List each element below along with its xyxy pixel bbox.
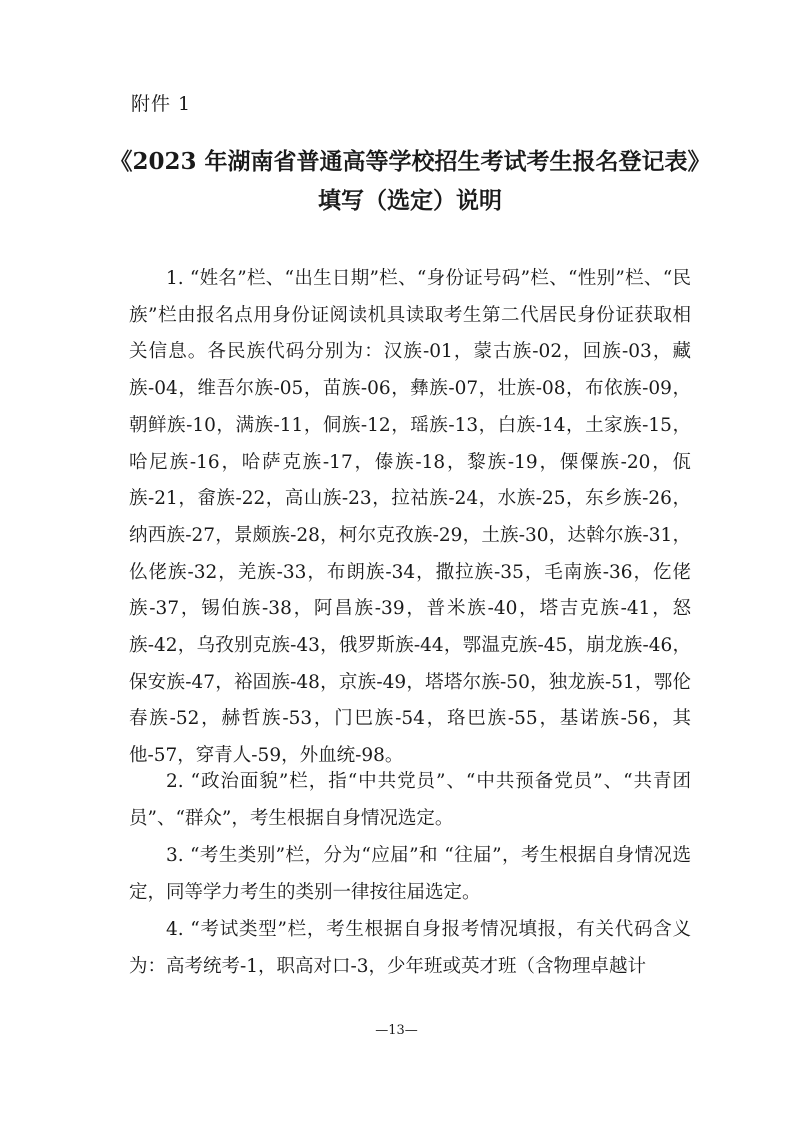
paragraph-3: 3. “考生类别”栏，分为“应届”和 “往届”，考生根据自身情况选定，同等学力考生的类别一律按往届选定。: [129, 845, 691, 903]
paragraph-4: 4. “考试类型”栏，考生根据自身报考情况填报，有关代码含义为：高考统考-1，职高对口-3，少年班或英才班（含物理卓越计: [129, 919, 691, 977]
document-title: 《2023 年湖南省普通高等学校招生考试考生报名登记表》: [109, 148, 711, 175]
paragraph-1: 1. “姓名”栏、“出生日期”栏、“身份证号码”栏、“性别”栏、“民族”栏由报名点用身份证阅读机具读取考生第二代居民身份证获取相关信息。各民族代码分别为：汉族-01，蒙古族-02，回族-03，藏族-04，维吾尔族-05，苗族-06，彝族-07，壮族-08，布依族-09，朝鲜族-10，满族-11，侗族-12，瑶族-13，白族-14，土家族-15，哈尼族-16，哈萨克族-17，傣族-18，黎族-19，傈僳族-20，佤族-21，畲族-22，高山族-23，拉祜族-24，水族-25，东乡族-26，纳西族-27，景颇族-28，柯尔克孜族-29，土族-30，达斡尔族-31，仫佬族-32，羌族-33，布朗族-34，撒拉族-35，毛南族-36，仡佬族-37，锡伯族-38，阿昌族-39，普米族-40，塔吉克族-41，怒族-42，乌孜别克族-43，俄罗斯族-44，鄂温克族-45，崩龙族-46，保安族-47，裕固族-48，京族-49，塔塔尔族-50，独龙族-51，鄂伦春族-52，赫哲族-53，门巴族-54，珞巴族-55，基诺族-56，其他-57，穿青人-59，外血统-98。: [129, 268, 691, 767]
attachment-label: 附件 1: [131, 93, 192, 115]
document-subtitle: 填写（选定）说明: [318, 187, 502, 214]
page-number: —13—: [375, 1023, 418, 1038]
paragraph-2: 2. “政治面貌”栏，指“中共党员”、“中共预备党员”、“共青团员”、“群众”，考生根据自身情况选定。: [129, 771, 691, 829]
